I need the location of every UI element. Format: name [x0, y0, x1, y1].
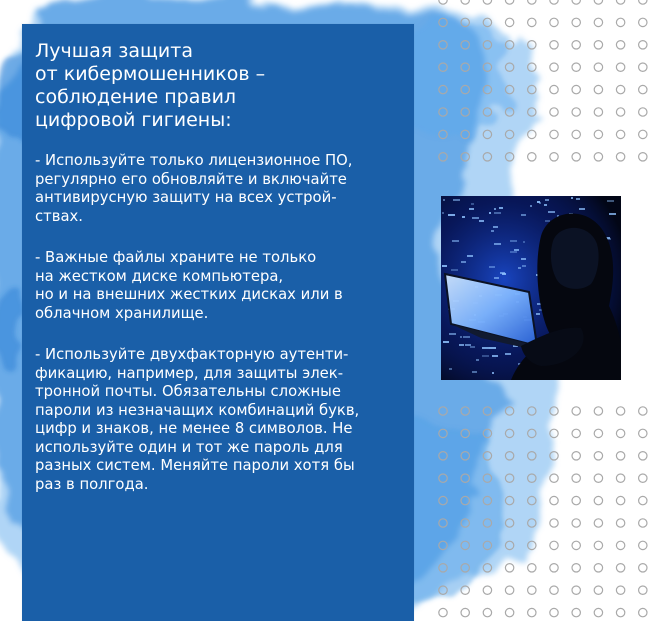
dot — [439, 496, 447, 504]
dot — [550, 452, 558, 460]
dot — [439, 474, 447, 482]
dot — [639, 41, 647, 49]
code-glyph — [461, 261, 466, 263]
dot — [439, 429, 447, 437]
tip-backups — [35, 249, 400, 323]
dot — [639, 541, 647, 549]
dot — [550, 108, 558, 116]
dot — [505, 496, 513, 504]
dot — [639, 63, 647, 71]
tip-line: - Используйте только лицензионное ПО, — [35, 152, 353, 169]
dot — [528, 63, 536, 71]
tip-line: разных систем. Меняйте пароли хотя бы — [35, 457, 355, 474]
dot — [461, 130, 469, 138]
dot — [439, 586, 447, 594]
dot — [572, 85, 580, 93]
dot — [505, 452, 513, 460]
dot — [594, 429, 602, 437]
code-glyph — [510, 251, 517, 253]
dot — [616, 108, 624, 116]
heading-line: от кибермошенников – — [35, 63, 266, 85]
dot — [461, 407, 469, 415]
dot — [639, 153, 647, 161]
dot — [528, 519, 536, 527]
code-glyph — [479, 220, 484, 222]
code-glyph — [537, 201, 540, 203]
tip-line: - Важные файлы храните не только — [35, 249, 317, 266]
tip-line: раз в полгода. — [35, 475, 149, 493]
dot — [461, 18, 469, 26]
code-glyph — [462, 216, 465, 218]
dot — [594, 564, 602, 572]
dot — [528, 18, 536, 26]
dot — [461, 474, 469, 482]
dot — [461, 108, 469, 116]
code-glyph — [492, 372, 494, 374]
dot — [639, 0, 647, 4]
dot — [594, 608, 602, 616]
dot — [616, 564, 624, 572]
dot-grid-bottom — [430, 398, 653, 621]
dot — [616, 407, 624, 415]
dot — [639, 519, 647, 527]
dot — [505, 429, 513, 437]
dot — [550, 0, 558, 4]
code-glyph — [499, 207, 503, 209]
dot — [505, 564, 513, 572]
dot — [461, 564, 469, 572]
dot — [528, 564, 536, 572]
dot — [550, 85, 558, 93]
code-glyph — [521, 214, 526, 216]
dot — [439, 63, 447, 71]
dot — [550, 153, 558, 161]
dot — [439, 564, 447, 572]
dot — [572, 608, 580, 616]
code-glyph — [460, 336, 462, 338]
dot — [550, 541, 558, 549]
code-glyph — [494, 212, 501, 214]
code-glyph — [494, 277, 499, 279]
tip-passwords — [35, 346, 400, 494]
code-glyph — [545, 199, 549, 201]
code-glyph — [482, 355, 489, 357]
tip-line: ствах. — [35, 207, 84, 225]
tip-line: но и на внешних жестких дисках или в — [35, 286, 343, 303]
code-glyph — [544, 204, 547, 206]
dot — [528, 0, 536, 4]
dot — [461, 496, 469, 504]
dot — [550, 63, 558, 71]
dot — [639, 429, 647, 437]
code-glyph — [514, 249, 519, 251]
code-glyph — [609, 213, 616, 215]
dot — [461, 41, 469, 49]
dot — [505, 153, 513, 161]
dot — [439, 541, 447, 549]
dot — [528, 41, 536, 49]
dot — [594, 153, 602, 161]
dot — [616, 541, 624, 549]
dot — [616, 452, 624, 460]
text-panel — [22, 24, 414, 621]
code-glyph — [493, 226, 498, 228]
dot — [572, 452, 580, 460]
code-glyph — [465, 344, 471, 346]
code-glyph — [469, 208, 474, 210]
code-glyph — [545, 220, 550, 222]
code-glyph — [518, 267, 521, 269]
code-glyph — [579, 208, 585, 210]
dot — [616, 474, 624, 482]
code-glyph — [443, 199, 445, 201]
code-glyph — [451, 269, 458, 271]
dot — [572, 586, 580, 594]
dot — [505, 0, 513, 4]
tip-line: регулярно его обновляйте и включайте — [35, 170, 347, 188]
dot — [439, 452, 447, 460]
code-glyph — [449, 368, 452, 370]
dot — [461, 153, 469, 161]
dot — [616, 519, 624, 527]
dot — [572, 496, 580, 504]
dot — [439, 0, 447, 4]
dot — [483, 496, 491, 504]
tip-line: пароли из незначащих комбинаций букв, — [35, 401, 360, 419]
dot — [528, 541, 536, 549]
dot — [639, 407, 647, 415]
dot — [528, 496, 536, 504]
dot — [550, 429, 558, 437]
code-glyph — [548, 211, 555, 213]
dot — [439, 41, 447, 49]
dot — [483, 541, 491, 549]
heading-line: цифровой гигиены: — [35, 109, 232, 131]
code-glyph — [505, 353, 511, 355]
code-glyph — [452, 240, 459, 242]
dot — [483, 429, 491, 437]
dot — [616, 85, 624, 93]
code-glyph — [472, 371, 477, 373]
dot — [616, 18, 624, 26]
code-glyph — [467, 255, 473, 257]
dot — [594, 130, 602, 138]
dot — [439, 153, 447, 161]
code-glyph — [510, 240, 517, 242]
dot — [616, 608, 624, 616]
dot — [639, 18, 647, 26]
dot — [594, 519, 602, 527]
tip-licensed-software — [35, 152, 400, 226]
code-glyph — [476, 359, 479, 361]
tip-line: цифр и знаков, не менее 8 символов. Не — [35, 420, 353, 437]
tip-line: - Используйте двухфакторную аутенти- — [35, 346, 349, 363]
tip-line: антивирусную защиту на всех устрой- — [35, 189, 337, 206]
dot — [572, 474, 580, 482]
dot — [461, 586, 469, 594]
hacker-illustration — [441, 196, 621, 380]
dot — [483, 18, 491, 26]
dot — [594, 0, 602, 4]
code-glyph — [448, 214, 455, 216]
dot — [594, 586, 602, 594]
dot — [572, 407, 580, 415]
code-glyph — [530, 205, 532, 207]
code-glyph — [453, 199, 460, 201]
tip-line: используйте один и тот же пароль для — [35, 438, 343, 456]
code-glyph — [521, 258, 526, 260]
dot — [505, 18, 513, 26]
dot — [639, 608, 647, 616]
dot — [572, 153, 580, 161]
dot — [483, 0, 491, 4]
code-glyph — [482, 347, 489, 349]
dot — [483, 85, 491, 93]
dot — [483, 41, 491, 49]
dot — [461, 519, 469, 527]
dot — [572, 541, 580, 549]
dot — [616, 41, 624, 49]
dot — [505, 519, 513, 527]
dot — [461, 541, 469, 549]
dot — [439, 130, 447, 138]
code-glyph — [442, 212, 444, 214]
dot — [461, 452, 469, 460]
code-glyph — [491, 230, 494, 232]
dot — [594, 541, 602, 549]
code-glyph — [576, 198, 580, 200]
dot — [528, 153, 536, 161]
dot — [505, 130, 513, 138]
dot — [528, 586, 536, 594]
dot — [505, 407, 513, 415]
code-glyph — [492, 355, 498, 357]
dot — [594, 85, 602, 93]
dot — [550, 407, 558, 415]
code-glyph — [463, 336, 470, 338]
dot — [616, 63, 624, 71]
dot — [616, 586, 624, 594]
code-glyph — [471, 203, 474, 205]
dot — [550, 130, 558, 138]
dot — [572, 130, 580, 138]
dot — [483, 474, 491, 482]
dot — [639, 564, 647, 572]
dot — [639, 474, 647, 482]
dot — [616, 0, 624, 4]
dot — [505, 85, 513, 93]
dot — [550, 608, 558, 616]
dot — [461, 429, 469, 437]
dot — [483, 564, 491, 572]
dot — [505, 608, 513, 616]
code-glyph — [459, 344, 464, 346]
dot — [439, 108, 447, 116]
code-glyph — [523, 241, 525, 243]
dot — [505, 108, 513, 116]
dot — [594, 63, 602, 71]
code-glyph — [489, 266, 495, 268]
tip-line: фикацию, например, для защиты элек- — [35, 364, 344, 382]
dot — [594, 407, 602, 415]
code-glyph — [607, 200, 614, 202]
code-glyph — [500, 272, 505, 274]
code-glyph — [442, 265, 447, 267]
dot — [439, 18, 447, 26]
dot — [461, 85, 469, 93]
dot — [528, 608, 536, 616]
dot — [594, 474, 602, 482]
dot — [550, 564, 558, 572]
dot — [505, 63, 513, 71]
dot — [483, 108, 491, 116]
dot — [594, 108, 602, 116]
dot — [594, 452, 602, 460]
dot — [439, 85, 447, 93]
heading — [35, 40, 400, 132]
dot — [528, 474, 536, 482]
dot — [550, 41, 558, 49]
code-glyph — [472, 217, 479, 219]
tip-line: на жестком диске компьютера, — [35, 267, 284, 285]
dot — [616, 429, 624, 437]
dot — [483, 608, 491, 616]
dot — [616, 153, 624, 161]
dot — [528, 429, 536, 437]
dot — [639, 130, 647, 138]
dot — [461, 63, 469, 71]
code-glyph — [489, 212, 491, 214]
dot — [528, 407, 536, 415]
dot — [550, 474, 558, 482]
dot — [594, 41, 602, 49]
dot — [572, 63, 580, 71]
code-glyph — [449, 333, 456, 335]
code-glyph — [494, 208, 496, 210]
dot — [483, 586, 491, 594]
tip-line: облачном хранилище. — [35, 304, 209, 322]
code-glyph — [522, 265, 526, 267]
dot — [528, 452, 536, 460]
dot — [461, 608, 469, 616]
dot — [439, 519, 447, 527]
tip-line: тронной почты. Обязательны сложные — [35, 383, 341, 400]
dot — [639, 452, 647, 460]
dot — [483, 519, 491, 527]
heading-line: Лучшая защита — [35, 40, 193, 62]
code-glyph — [536, 313, 540, 315]
dot — [528, 85, 536, 93]
dot — [483, 130, 491, 138]
dot — [572, 41, 580, 49]
dot — [483, 452, 491, 460]
code-glyph — [494, 243, 501, 245]
dot — [505, 586, 513, 594]
dot — [439, 608, 447, 616]
dot — [572, 0, 580, 4]
dot — [483, 407, 491, 415]
dot — [639, 496, 647, 504]
dot — [483, 63, 491, 71]
dot — [505, 41, 513, 49]
dot — [550, 18, 558, 26]
dot — [572, 108, 580, 116]
dot — [550, 496, 558, 504]
dot — [461, 0, 469, 4]
code-glyph — [443, 341, 449, 343]
dot — [572, 18, 580, 26]
dot — [439, 407, 447, 415]
hacker-photo — [441, 196, 621, 380]
dot — [572, 564, 580, 572]
dot — [616, 130, 624, 138]
dot — [550, 519, 558, 527]
dot — [483, 153, 491, 161]
dot — [616, 496, 624, 504]
dot — [639, 108, 647, 116]
dot — [594, 18, 602, 26]
dot — [528, 130, 536, 138]
dot-grid-top — [430, 0, 653, 178]
dot — [550, 586, 558, 594]
dot — [572, 429, 580, 437]
code-glyph — [470, 346, 475, 348]
dot — [505, 541, 513, 549]
dot — [639, 586, 647, 594]
code-glyph — [571, 197, 573, 199]
dot — [505, 474, 513, 482]
dot — [572, 519, 580, 527]
dot — [528, 108, 536, 116]
code-glyph — [489, 347, 496, 349]
heading-line: соблюдение правил — [35, 86, 237, 108]
dot — [594, 496, 602, 504]
dot — [639, 85, 647, 93]
